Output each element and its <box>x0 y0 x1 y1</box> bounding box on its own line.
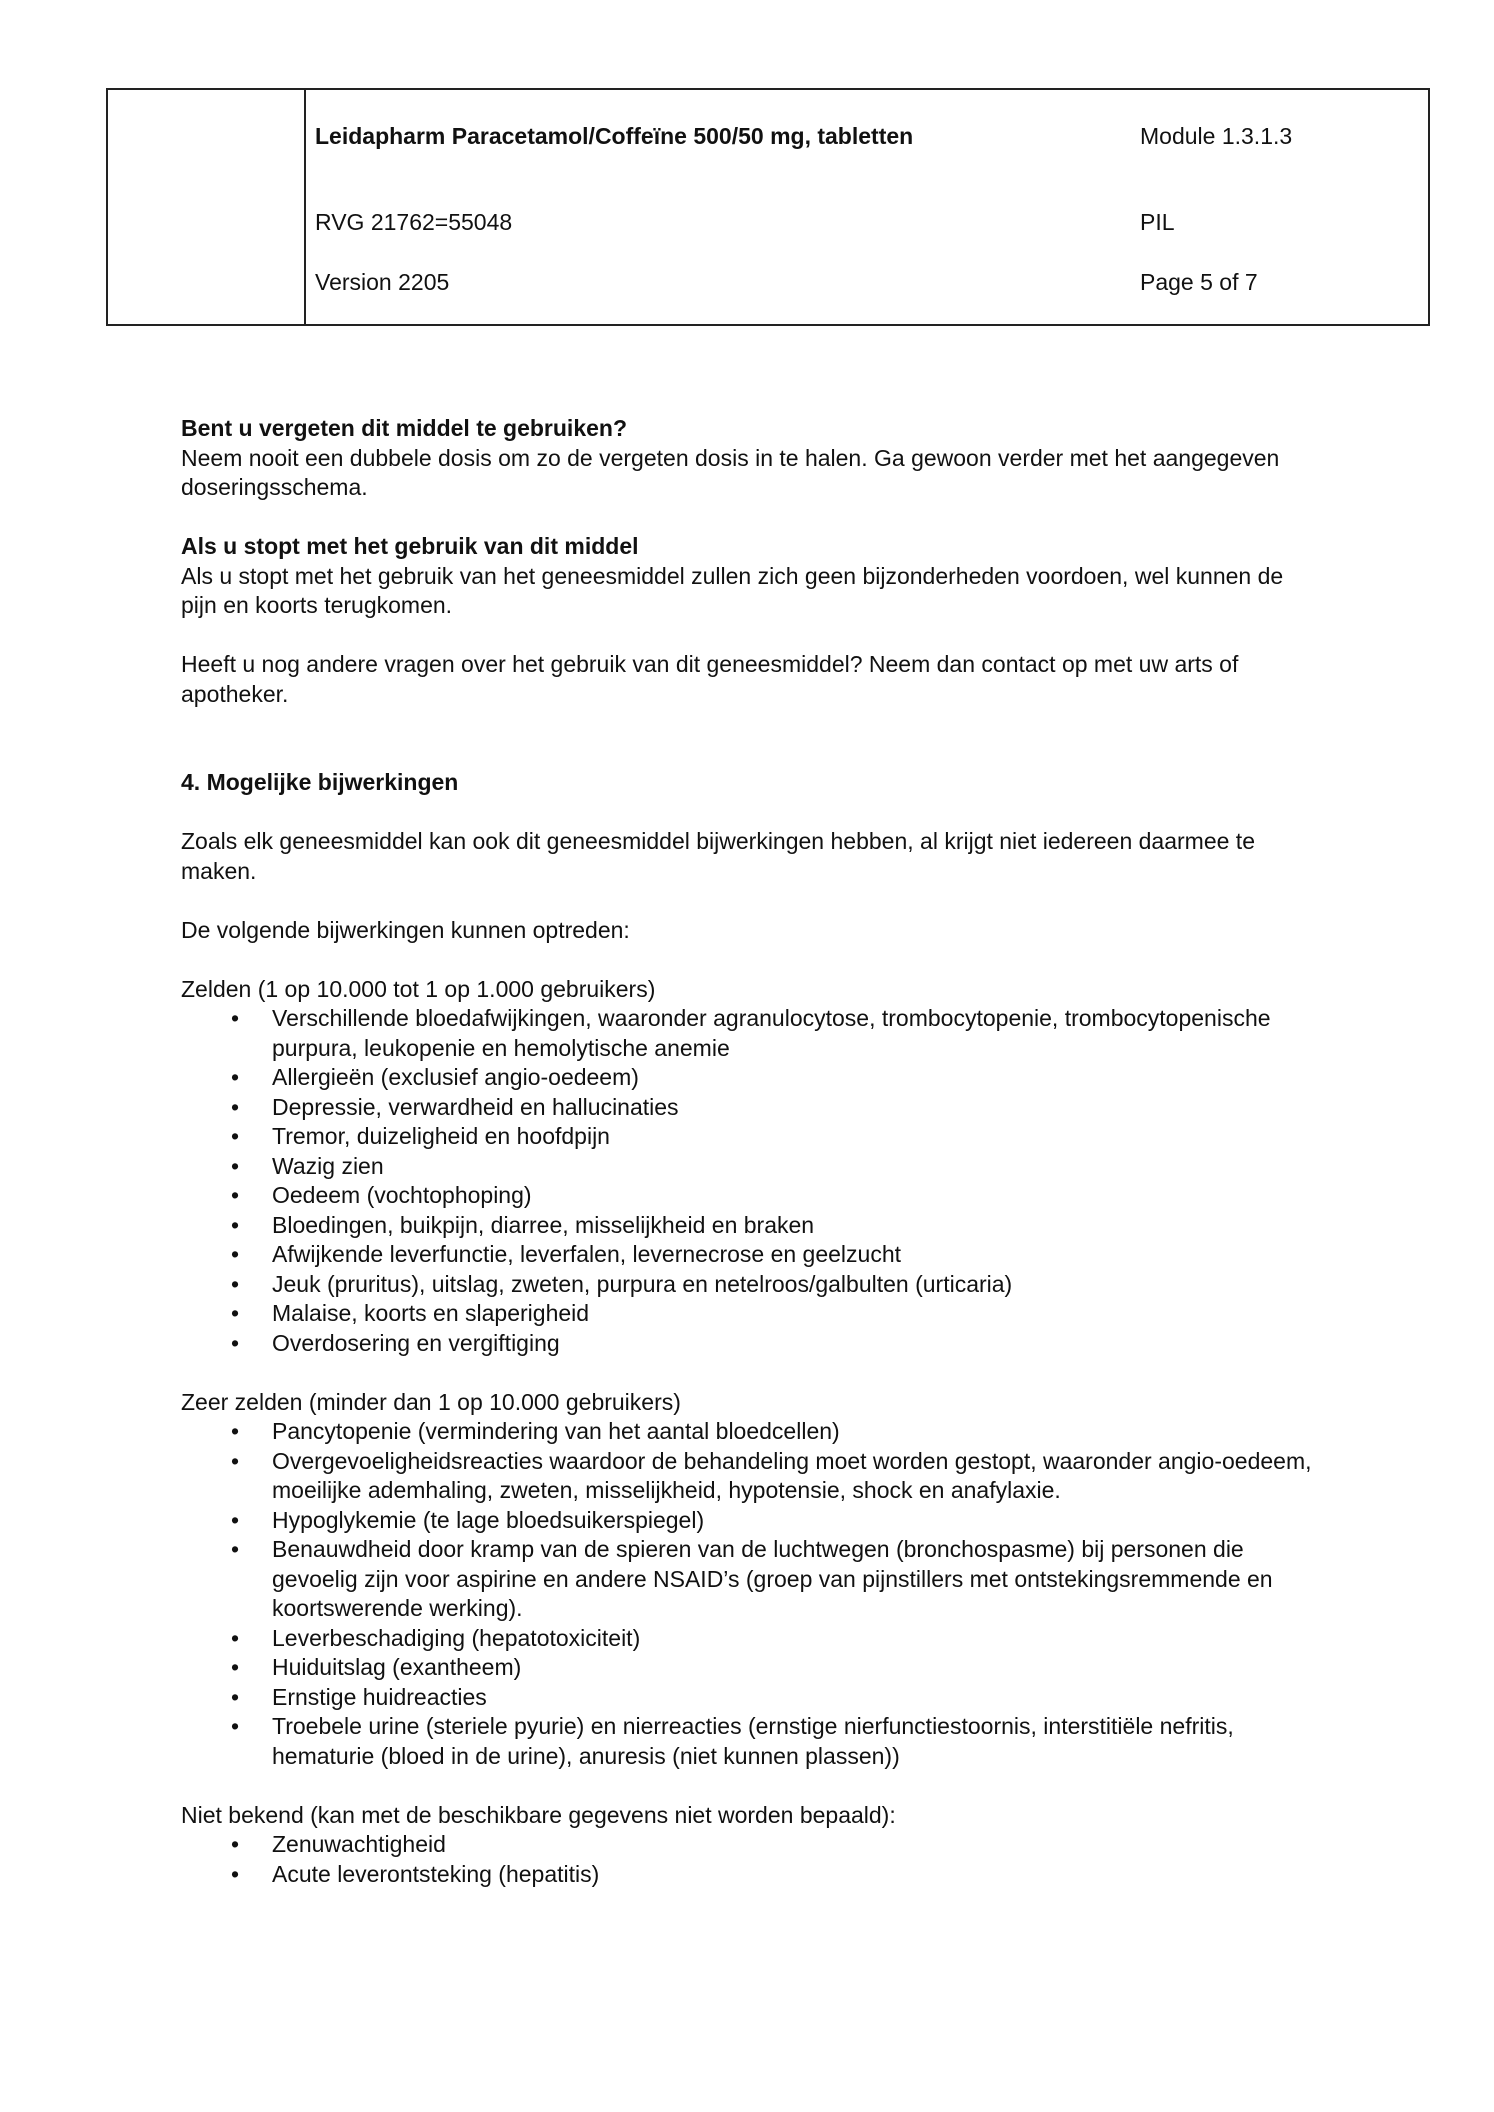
list-item: • Zenuwachtigheid <box>181 1830 1321 1860</box>
version-label: Version 2205 <box>315 269 450 295</box>
list-item: • Pancytopenie (vermindering van het aantal bloedcellen) <box>181 1417 1321 1447</box>
section-4-lead: De volgende bijwerkingen kunnen optreden: <box>181 916 630 943</box>
unknown-list <box>181 1830 1321 1889</box>
forgot-text: Neem nooit een dubbele dosis om zo de vergeten dosis in te halen. Ga gewoon verder met het aangegeven doseringsschema. <box>181 444 1280 500</box>
bullet: • <box>231 1683 240 1710</box>
list-item: • Oedeem (vochtophoping) <box>181 1181 1321 1211</box>
product-title: Leidapharm Paracetamol/Coffeïne 500/50 mg, tabletten <box>315 123 914 149</box>
bullet: • <box>231 1506 240 1533</box>
bullet: • <box>231 1624 240 1651</box>
list-item: • Tremor, duizeligheid en hoofdpijn <box>181 1122 1321 1152</box>
page-header-box <box>106 88 1430 326</box>
list-item: • Wazig zien <box>181 1152 1321 1182</box>
bullet: • <box>231 1211 240 1238</box>
bullet: • <box>231 1064 240 1090</box>
bullet: • <box>231 1329 240 1356</box>
rare-list <box>181 1004 1321 1358</box>
stop-text: Als u stopt met het gebruik van het geneesmiddel zullen zich geen bijzonderheden voordoen, wel kunnen de pijn en koorts terugkomen. <box>181 562 1284 618</box>
document-type: PIL <box>1140 209 1175 235</box>
list-item: • Malaise, koorts en slaperigheid <box>181 1299 1321 1329</box>
document-body <box>181 414 1321 1889</box>
list-item: • Acute leverontsteking (hepatitis) <box>181 1860 1321 1890</box>
list-item: • Overdosering en vergiftiging <box>181 1329 1321 1359</box>
bullet: • <box>231 1005 240 1031</box>
list-item: • Overgevoeligheidsreacties waardoor de behandeling moet worden gestopt, waaronder angio-oedeem, moeilijke ademhaling, zweten, misselijkheid, hypotensie, shock en anafylaxie. <box>231 1447 1312 1503</box>
list-item: • Bloedingen, buikpijn, diarree, misselijkheid en braken <box>181 1211 1321 1241</box>
list-item: • Hypoglykemie (te lage bloedsuikerspiegel) <box>181 1506 1321 1536</box>
bullet: • <box>231 1123 240 1149</box>
bullet: • <box>231 1241 240 1267</box>
list-item: • Afwijkende leverfunctie, leverfalen, levernecrose en geelzucht <box>181 1240 1321 1270</box>
bullet: • <box>231 1093 240 1120</box>
bullet: • <box>231 1182 240 1208</box>
module-label: Module 1.3.1.3 <box>1140 123 1293 149</box>
list-item: • Jeuk (pruritus), uitslag, zweten, purpura en netelroos/galbulten (urticaria) <box>181 1270 1321 1300</box>
bullet: • <box>231 1831 240 1857</box>
questions-text: Heeft u nog andere vragen over het gebruik van dit geneesmiddel? Neem dan contact op met uw arts of apotheker. <box>181 651 1239 707</box>
section-4-intro: Zoals elk geneesmiddel kan ook dit geneesmiddel bijwerkingen hebben, al krijgt niet iedereen daarmee te maken. <box>181 828 1255 884</box>
list-item: • Troebele urine (steriele pyurie) en nierreacties (ernstige nierfunctiestoornis, interstitiële nefritis, hematurie (bloed in de urine), anuresis (niet kunnen plassen)) <box>231 1713 1234 1769</box>
list-item: • Leverbeschadiging (hepatotoxiciteit) <box>181 1624 1321 1654</box>
list-item: • Benauwdheid door kramp van de spieren van de luchtwegen (bronchospasme) bij personen die gevoelig zijn voor aspirine en andere NSAID’s (groep van pijnstillers met ontstekingsremmende en koortswerende werking). <box>231 1536 1273 1621</box>
bullet: • <box>231 1654 240 1680</box>
list-item: • Depressie, verwardheid en hallucinaties <box>181 1093 1321 1123</box>
bullet: • <box>231 1300 240 1326</box>
bullet: • <box>231 1713 240 1739</box>
page-number: Page 5 of 7 <box>1140 269 1258 295</box>
rare-label: Zelden (1 op 10.000 tot 1 op 1.000 gebruikers) <box>181 975 656 1002</box>
list-item: • Ernstige huidreacties <box>181 1683 1321 1713</box>
unknown-label: Niet bekend (kan met de beschikbare gegevens niet worden bepaald): <box>181 1801 896 1828</box>
bullet: • <box>231 1418 240 1444</box>
bullet: • <box>231 1536 240 1562</box>
stop-heading: Als u stopt met het gebruik van dit middel <box>181 533 639 559</box>
rvg-number: RVG 21762=55048 <box>315 209 513 235</box>
bullet: • <box>231 1447 240 1474</box>
bullet: • <box>231 1270 240 1297</box>
bullet: • <box>231 1860 240 1887</box>
list-item: • Allergieën (exclusief angio-oedeem) <box>181 1063 1321 1093</box>
list-item: • Huiduitslag (exantheem) <box>181 1653 1321 1683</box>
very-rare-list <box>181 1417 1321 1771</box>
bullet: • <box>231 1152 240 1179</box>
section-4-heading: 4. Mogelijke bijwerkingen <box>181 769 459 795</box>
list-item: • Verschillende bloedafwijkingen, waaronder agranulocytose, trombocytopenie, trombocytopenische purpura, leukopenie en hemolytische anemie <box>231 1005 1271 1061</box>
forgot-heading: Bent u vergeten dit middel te gebruiken? <box>181 415 628 441</box>
very-rare-label: Zeer zelden (minder dan 1 op 10.000 gebruikers) <box>181 1388 681 1415</box>
header-divider <box>304 90 306 324</box>
